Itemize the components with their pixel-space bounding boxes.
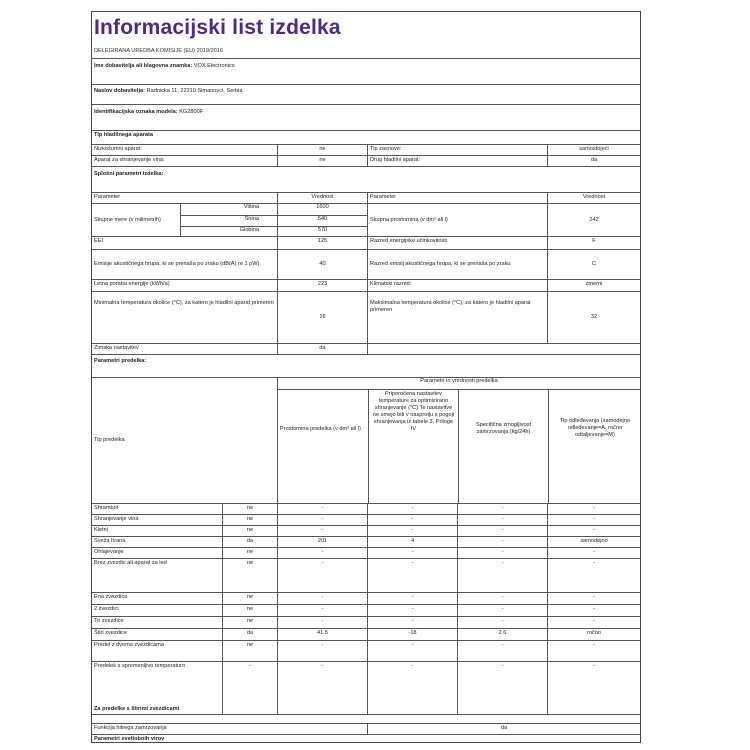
value-header-left: Vrednost: [277, 193, 367, 203]
compartment-temp-cell: 4: [367, 537, 457, 547]
eei-value: 125: [277, 237, 367, 249]
height-value: 1600: [316, 204, 329, 210]
compartment-freeze-cell: -: [457, 504, 547, 514]
light-heading: Parametri svetlobnih virov: [94, 736, 165, 742]
compartment-temp-cell: -: [367, 617, 457, 628]
winter-value: da: [277, 344, 367, 354]
type-heading: Tip hladilnega aparata: [94, 132, 153, 138]
compartment-present-cell: -: [222, 662, 277, 714]
noise-class-value: C: [547, 250, 640, 279]
energy-consumption-label: Letna poraba energije (kWh/a): [94, 281, 170, 287]
low-noise-label: Nizkošumni aparat:: [94, 146, 142, 152]
compartment-temp-cell: -: [367, 526, 457, 536]
climate-class-label: Klimatski razred:: [367, 280, 547, 291]
supplier-value: VOX Electronics: [193, 63, 235, 69]
compartment-row: [92, 515, 640, 526]
address-label: Naslov dobavitelja:: [94, 88, 145, 94]
compartment-present-cell: ne: [222, 593, 277, 604]
compartment-freeze-cell: -: [457, 526, 547, 536]
parameter-header-right: Parameter: [367, 193, 547, 203]
compartment-temp-cell: -: [367, 515, 457, 525]
compartment-defrost-cell: -: [547, 605, 640, 616]
wine-storage-value: ne: [277, 156, 367, 166]
parameter-header-left: Parameter: [94, 194, 121, 200]
compartment-defrost-cell: -: [547, 504, 640, 514]
compartment-name-cell: Sveža hrana: [94, 538, 126, 544]
depth-label: Globina: [181, 226, 277, 236]
compartment-group-header: Parametri in vrednosti predelka: [420, 378, 498, 384]
compartment-name-cell: Shranjevanje vina: [94, 516, 139, 522]
compartment-defrost-cell: -: [547, 641, 640, 661]
compartment-vol-cell: 201: [277, 537, 367, 547]
compartment-temp-cell: -: [367, 641, 457, 661]
max-ambient-value: 32: [547, 292, 640, 343]
compartment-present-cell: ne: [222, 548, 277, 558]
general-header-row: [92, 193, 640, 204]
address-row: [92, 85, 640, 105]
general-heading-row: [92, 167, 640, 193]
compartment-defrost-cell: -: [547, 526, 640, 536]
model-label: Identifikacijska oznaka modela:: [94, 109, 178, 115]
ambient-temp-row: [92, 292, 640, 344]
compartment-present-cell: ne: [222, 605, 277, 616]
compartment-row: [92, 617, 640, 629]
low-noise-value: ne: [277, 145, 367, 155]
other-appliance-label: Drug hladilni aparat:: [367, 156, 547, 166]
compartments-header-row: [92, 378, 640, 504]
compartment-defrost-cell: -: [547, 548, 640, 558]
type-row-2: [92, 156, 640, 167]
eei-label: EEI: [94, 238, 104, 244]
compartment-present-cell: ne: [222, 559, 277, 592]
temperature-header: Priporočena nastavitev temperature za optimizirano shranjevanje (°C) Te nastavitve ne smejo biti v nasprotju s pogoji shranjevanja iz tabele 3. Priloge IV: [368, 390, 458, 503]
compartment-freeze-cell: -: [457, 537, 547, 547]
wine-storage-label: Aparat za shranjevanje vina:: [94, 157, 165, 163]
min-ambient-label: Minimalna temperatura okolice (°C), za katero je hladilni aparat primeren: [94, 300, 274, 306]
energy-class-label: Razred energijske učinkovitosti: [367, 237, 547, 249]
compartment-freeze-cell: -: [457, 559, 547, 592]
compartment-defrost-cell: -: [547, 593, 640, 604]
compartment-row: [92, 504, 640, 515]
compartment-defrost-cell: -: [547, 515, 640, 525]
compartment-row: [92, 629, 640, 641]
compartment-row: [92, 548, 640, 559]
design-type-value: samostojeći: [547, 145, 640, 155]
compartment-vol-cell: -: [277, 617, 367, 628]
energy-consumption-value: 223: [277, 280, 367, 291]
compartment-vol-cell: -: [277, 515, 367, 525]
total-volume-label: Skupna prostornina (v dm³ ali l): [367, 204, 547, 236]
supplier-row: [92, 59, 640, 85]
sheet-title: Informacijski list izdelka: [94, 16, 341, 39]
compartment-vol-cell: -: [277, 605, 367, 616]
winter-label: Zimska nastavitev: [94, 345, 139, 351]
compartment-row: [92, 559, 640, 593]
product-information-sheet: [91, 11, 641, 743]
four-star-heading-row: [92, 704, 640, 724]
compartment-temp-cell: -: [367, 504, 457, 514]
compartment-name-cell: Kletni: [94, 527, 108, 533]
compartment-name-cell: Shrambni: [94, 505, 118, 511]
compartment-defrost-cell: -: [547, 662, 640, 714]
depth-value: 570: [278, 226, 367, 236]
eei-row: [92, 237, 640, 250]
compartment-name-cell: Tri zvezdice: [94, 618, 124, 624]
compartment-temp-cell: -18: [367, 629, 457, 640]
compartment-present-cell: ne: [222, 641, 277, 661]
regulation-reference: DELEGIRANA UREDBA KOMISIJE (EU) 2019/2016: [94, 48, 224, 54]
model-value: KG2800F: [179, 109, 204, 115]
compartment-freeze-cell: -: [457, 617, 547, 628]
compartment-row: [92, 593, 640, 605]
compartment-temp-cell: -: [367, 662, 457, 714]
four-star-heading: Za predelke s štirimi zvezdicami: [94, 706, 180, 712]
max-ambient-label: Maksimalna temperatura okolice (°C), za katero je hladilni aparat primeren: [367, 292, 547, 343]
type-row-1: [92, 145, 640, 156]
fast-freeze-value: da: [367, 724, 640, 734]
volume-header: Prostornina predelka (v dm³ ali l): [280, 426, 361, 432]
compartment-present-cell: da: [222, 537, 277, 547]
freezing-capacity-header: Specifična zmogljivost zamrzovanja (kg/24h): [458, 390, 548, 503]
light-heading-row: [92, 735, 640, 743]
fast-freeze-row: [92, 724, 640, 735]
compartment-vol-cell: -: [277, 504, 367, 514]
compartment-present-cell: ne: [222, 617, 277, 628]
compartment-vol-cell: 41.5: [277, 629, 367, 640]
height-label: Višina: [243, 204, 259, 210]
compartment-row: [92, 537, 640, 548]
compartment-type-header: Tip predelka: [94, 437, 125, 443]
supplier-label: Ime dobavitelja ali blagovna znamka:: [94, 63, 193, 69]
compartment-name-cell: Ena zvezdica: [94, 594, 128, 600]
noise-emission-value: 40: [277, 250, 367, 279]
compartment-freeze-cell: -: [457, 548, 547, 558]
compartment-defrost-cell: -: [547, 617, 640, 628]
energy-consumption-row: [92, 280, 640, 292]
compartment-vol-cell: -: [277, 526, 367, 536]
compartment-vol-cell: -: [277, 559, 367, 592]
title-block: [92, 12, 640, 59]
defrost-type-header: Tip odleđevanja (samodejno odleđevanje=A, ročno odtaljevanje=M): [548, 390, 640, 503]
width-label: Širina: [181, 215, 277, 226]
compartment-defrost-cell: -: [547, 559, 640, 592]
noise-emission-label: Emisije akustičnega hrupa, ki se prenaša po zraku (dB(A) re 1 pW): [94, 261, 260, 267]
compartment-name-cell: Štiri zvezdice: [94, 630, 127, 636]
compartment-present-cell: ne: [222, 526, 277, 536]
winter-row: [92, 344, 640, 355]
min-ambient-value: 16: [277, 292, 367, 343]
compartment-name-cell: Brez zvezdic ali aparat za led: [94, 560, 167, 566]
compartment-present-cell: ne: [222, 504, 277, 514]
compartment-name-cell: Predelek s spremenljivo temperaturo: [94, 663, 186, 669]
total-volume-value: 242: [547, 204, 640, 236]
compartment-defrost-cell: ročno: [547, 629, 640, 640]
fast-freeze-label: Funkcija hitrega zamrzovanja: [94, 725, 167, 731]
dimensions-label: Skupne mere (v milimetrih): [94, 216, 161, 223]
compartment-present-cell: da: [222, 629, 277, 640]
compartment-defrost-cell: samodejno: [547, 537, 640, 547]
compartment-row: [92, 526, 640, 537]
compartments-heading: Parametri predelka:: [94, 358, 147, 364]
type-heading-row: [92, 131, 640, 145]
compartment-vol-cell: -: [277, 548, 367, 558]
other-appliance-value: da: [547, 156, 640, 166]
compartment-temp-cell: -: [367, 593, 457, 604]
compartment-freeze-cell: 2.6: [457, 629, 547, 640]
value-header-right: Vrednost: [547, 193, 640, 203]
energy-class-value: F: [547, 237, 640, 249]
compartment-temp-cell: -: [367, 548, 457, 558]
compartment-freeze-cell: -: [457, 593, 547, 604]
compartment-freeze-cell: -: [457, 515, 547, 525]
design-type-label: Tip zasnove:: [367, 145, 547, 155]
noise-row: [92, 250, 640, 280]
compartment-freeze-cell: -: [457, 641, 547, 661]
dimensions-row: [92, 204, 640, 237]
compartment-row: [92, 605, 640, 617]
compartment-vol-cell: -: [277, 641, 367, 661]
width-value: 540: [278, 215, 367, 226]
general-heading: Splošni parametri izdelka:: [94, 171, 164, 177]
compartment-row: [92, 641, 640, 662]
model-row: [92, 105, 640, 131]
compartment-temp-cell: -: [367, 559, 457, 592]
compartment-present-cell: ne: [222, 515, 277, 525]
compartment-temp-cell: -: [367, 605, 457, 616]
compartment-name-cell: 2 zvezdici: [94, 606, 119, 612]
compartment-vol-cell: -: [277, 662, 367, 714]
compartments-heading-row: [92, 355, 640, 378]
compartment-freeze-cell: -: [457, 605, 547, 616]
address-value: Radnicka 11, 22310 Simanovci, Serbia: [146, 88, 243, 94]
noise-class-label: Razred emisij akustičnega hrupa, ki se prenaša po zraku: [367, 250, 547, 279]
compartment-vol-cell: -: [277, 593, 367, 604]
compartment-name-cell: Ohlajevanje: [94, 549, 124, 555]
compartment-freeze-cell: -: [457, 662, 547, 714]
climate-class-value: zmerni: [547, 280, 640, 291]
compartment-name-cell: Predel z dvema zvezdicama: [94, 642, 164, 648]
